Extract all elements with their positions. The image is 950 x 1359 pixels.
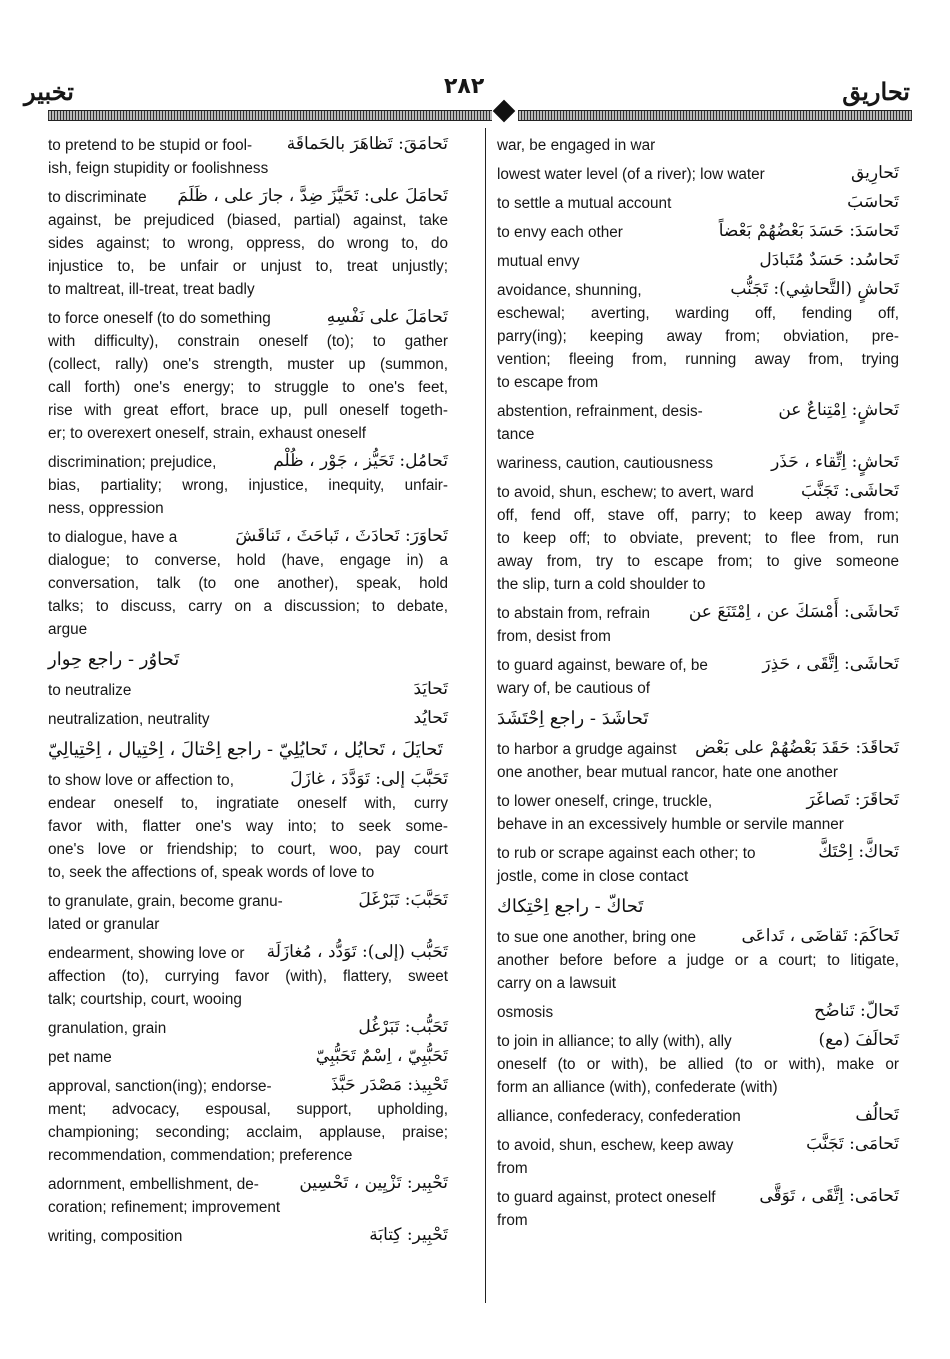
dictionary-entry — [48, 451, 448, 520]
definition-line: er; to overexert oneself, strain, exhaust oneself — [48, 425, 367, 442]
dictionary-entry — [48, 1046, 448, 1069]
arabic-headword: تَحامَى: تَجَنَّبَ — [806, 1134, 899, 1154]
dictionary-entry — [497, 926, 899, 995]
header-rule-right — [518, 110, 912, 121]
definition-line: to maltreat, ill-treat, treat badly — [48, 281, 255, 298]
definition-first-line: to envy each other — [497, 224, 623, 241]
arabic-headword: تَحاشَى: أَمْسَكَ عن ، اِمْتَنَعَ عن — [688, 602, 899, 622]
arabic-headword: تَحاوُر - راجع حِوار — [48, 649, 180, 670]
definition-first-line: to discriminate — [48, 189, 147, 206]
arabic-headword: تَحاشَى: تَجَنَّبَ — [801, 481, 899, 501]
guide-word-right: تحاريق — [842, 80, 910, 106]
header-rule-left — [48, 110, 492, 121]
dictionary-entry — [497, 894, 899, 920]
dictionary-entry — [497, 790, 899, 836]
definition-line: talk; courtship, court, wooing — [48, 991, 242, 1008]
definition-first-line: to neutralize — [48, 682, 132, 699]
dictionary-entry — [48, 186, 448, 301]
definition-first-line: neutralization, neutrality — [48, 711, 210, 728]
definition-line: parry(ing); keeping away from; obviation, pre- — [497, 328, 899, 345]
definition-first-line: osmosis — [497, 1004, 554, 1021]
arabic-headword: تَحاوَرَ: تَحادَثَ ، تَباحَثَ ، تَناقَشَ — [235, 526, 448, 546]
definition-line: off, fend off, stave off, parry; to keep away from; — [497, 507, 899, 524]
arabic-headword: تَحاقَرَ: تَصاغَرَ — [806, 790, 899, 810]
arabic-headword: تَحامَقَ: تَظاهَرَ بالحَماقَة — [286, 134, 448, 154]
definition-first-line: to guard against, beware of, be — [497, 657, 708, 674]
dictionary-entry — [48, 307, 448, 445]
arabic-headword: تَحَبُّب: تَبَرْغُل — [358, 1017, 448, 1037]
dictionary-entry — [497, 706, 899, 732]
definition-line: tance — [497, 426, 535, 443]
definition-line: ish, feign stupidity or foolishness — [48, 160, 269, 177]
definition-line: championing; seconding; acclaim, applause, praise; — [48, 1124, 448, 1141]
arabic-headword: تَحاشَدَ - راجع اِحْتَشَدَ — [497, 708, 649, 729]
definition-first-line: discrimination; prejudice, — [48, 454, 217, 471]
definition-first-line: avoidance, shunning, — [497, 282, 642, 299]
dictionary-entry — [48, 1075, 448, 1167]
dictionary-entry — [48, 708, 448, 731]
definition-first-line: abstention, refrainment, desis- — [497, 403, 703, 420]
definition-line: ment; advocacy, espousal, support, upholding, — [48, 1101, 448, 1118]
arabic-headword: تَحاقَدَ: حَقَدَ بَعْضُهُمْ على بَعْض — [695, 738, 899, 758]
definition-line: rise with great effort, brace up, pull oneself togeth- — [48, 402, 448, 419]
definition-first-line: to dialogue, have a — [48, 529, 178, 546]
definition-line: (collect, rally) one's strength, muster up (summon, — [48, 356, 448, 373]
arabic-headword: تَحامَلَ على نَفْسِهِ — [326, 307, 448, 327]
arabic-headword: تَحْبِير: تَزْيِين ، تَحْسِين — [299, 1173, 448, 1193]
definition-first-line: to avoid, shun, eschew, keep away — [497, 1137, 734, 1154]
definition-first-line: war, be engaged in war — [497, 137, 656, 154]
arabic-headword: تَحاسَبَ — [847, 192, 899, 212]
definition-line: one's love or friendship; to court, woo, pay court — [48, 841, 448, 858]
dictionary-entry — [497, 134, 899, 157]
dictionary-entry — [497, 221, 899, 244]
definition-first-line: to harbor a grudge against — [497, 741, 677, 758]
dictionary-entry — [497, 481, 899, 596]
arabic-headword: تَحاسُد: حَسَدٌ مُتَبادَل — [759, 250, 899, 270]
definition-line: to keep off; to obviate, prevent; to flee from, run — [497, 530, 899, 547]
dictionary-entry — [497, 1186, 899, 1232]
dictionary-entry — [48, 737, 448, 763]
definition-first-line: lowest water level (of a river); low water — [497, 166, 765, 183]
definition-line: away from, try to escape from; to give someone — [497, 553, 899, 570]
definition-first-line: to rub or scrape against each other; to — [497, 845, 756, 862]
definition-line: call forth) one's energy; to struggle to one's feet, — [48, 379, 448, 396]
arabic-headword: تَحاكَمَ: تَقاضَى ، تَداعَى — [741, 926, 899, 946]
definition-line: favor with, flatter one's way into; to seek some- — [48, 818, 448, 835]
definition-line: endear oneself to, ingratiate oneself with, curry — [48, 795, 448, 812]
definition-first-line: to granulate, grain, become granu- — [48, 893, 283, 910]
definition-line: the slip, turn a cold shoulder to — [497, 576, 706, 593]
dictionary-entry — [497, 842, 899, 888]
definition-line: carry on a lawsuit — [497, 975, 617, 992]
definition-line: behave in an excessively humble or servile manner — [497, 816, 844, 833]
arabic-headword: تَحَبَّبَ: تَبَرْغَلَ — [358, 890, 448, 910]
dictionary-entry — [48, 134, 448, 180]
definition-first-line: granulation, grain — [48, 1020, 167, 1037]
definition-line: one another, bear mutual rancor, hate one another — [497, 764, 839, 781]
definition-line: another before before a judge or a court; to litigate, — [497, 952, 899, 969]
definition-first-line: to lower oneself, cringe, truckle, — [497, 793, 713, 810]
page-number: ٢٨٢ — [444, 74, 485, 99]
dictionary-entry — [48, 679, 448, 702]
arabic-headword: تَحَبُّبِيّ ، اِسْمٌ تَحَبُّبِيّ — [315, 1046, 448, 1066]
definition-first-line: wariness, caution, cautiousness — [497, 455, 713, 472]
arabic-headword: تَحاكَّ: اِحْتَكَّ — [818, 842, 899, 862]
definition-first-line: to sue one another, bring one — [497, 929, 697, 946]
arabic-headword: تَحَبُّب (إلى): تَوَدُّد ، مُغازَلَة — [266, 942, 448, 962]
diamond-ornament-icon — [493, 100, 516, 123]
left-column — [48, 134, 448, 1254]
arabic-headword: تَحامَى: اِتَّقَى ، تَوَقَّى — [759, 1186, 899, 1206]
dictionary-entry — [497, 1001, 899, 1024]
definition-first-line: alliance, confederacy, confederation — [497, 1108, 741, 1125]
arabic-headword: تَحْبِير: كِتابَة — [369, 1225, 448, 1245]
dictionary-entry — [497, 654, 899, 700]
dictionary-entry — [48, 1225, 448, 1248]
arabic-headword: تَحامُل: تَحَيُّز ، جَوْر ، ظُلْم — [273, 451, 448, 471]
definition-line: vention; fleeing from, running away from, trying — [497, 351, 899, 368]
definition-first-line: adornment, embellishment, de- — [48, 1176, 259, 1193]
definition-line: sides against; to wrong, oppress, do wrong to, do — [48, 235, 448, 252]
arabic-headword: تَحاشَى: اِتَّقَى ، حَذِرَ — [762, 654, 899, 674]
guide-word-left: تخبير — [24, 80, 74, 106]
definition-first-line: to settle a mutual account — [497, 195, 672, 212]
dictionary-entry — [48, 526, 448, 641]
arabic-headword: تَحالّ: تَناضُح — [814, 1001, 899, 1021]
definition-first-line: to join in alliance; to ally (with), ally — [497, 1033, 732, 1050]
dictionary-entry — [497, 250, 899, 273]
definition-first-line: to show love or affection to, — [48, 772, 234, 789]
arabic-headword: تَحالُف — [855, 1105, 899, 1125]
definition-line: coration; refinement; improvement — [48, 1199, 281, 1216]
definition-line: wary of, be cautious of — [497, 680, 651, 697]
definition-line: lated or granular — [48, 916, 160, 933]
dictionary-entry — [48, 647, 448, 673]
dictionary-entry — [497, 1030, 899, 1099]
dictionary-entry — [497, 192, 899, 215]
arabic-headword: تَحايُد — [413, 708, 448, 728]
arabic-headword: تَحايَلَ ، تَحايُل ، تَحايُلِيّ - راجع اِحْتالَ ، اِحْتِيال ، اِحْتِيالِيّ — [48, 739, 443, 760]
arabic-headword: تَحاشٍ: اِتِّقاء ، حَذَر — [771, 452, 899, 472]
definition-line: to escape from — [497, 374, 599, 391]
dictionary-entry — [497, 1134, 899, 1180]
column-divider — [485, 128, 486, 1303]
definition-line: from — [497, 1160, 528, 1177]
definition-line: talks; to discuss, carry on a discussion; to debate, — [48, 598, 448, 615]
definition-line: to, seek the affections of, speak words of love to — [48, 864, 375, 881]
definition-first-line: pet name — [48, 1049, 112, 1066]
definition-first-line: to pretend to be stupid or fool- — [48, 137, 253, 154]
dictionary-entry — [48, 890, 448, 936]
definition-line: ness, oppression — [48, 500, 164, 517]
arabic-headword: تَحاسَدَ: حَسَدَ بَعْضُهُمْ بَعْضاً — [718, 221, 899, 241]
dictionary-entry — [48, 1017, 448, 1040]
definition-line: injustice to, be unfair or unjust to, treat unjustly; — [48, 258, 448, 275]
arabic-headword: تَحارِيق — [850, 163, 899, 183]
definition-first-line: to avoid, shun, eschew; to avert, ward — [497, 484, 754, 501]
definition-line: against, be prejudiced (biased, partial) against, take — [48, 212, 448, 229]
arabic-headword: تَحالَفَ (مع) — [818, 1030, 899, 1050]
dictionary-entry — [497, 738, 899, 784]
arabic-headword: تَحاشٍ: اِمْتِناعٌ عن — [778, 400, 899, 420]
dictionary-entry — [497, 279, 899, 394]
dictionary-entry — [48, 769, 448, 884]
dictionary-entry — [497, 452, 899, 475]
definition-line: oneself (to or with), be allied (to or with), make or — [497, 1056, 899, 1073]
definition-first-line: endearment, showing love or — [48, 945, 245, 962]
dictionary-entry — [48, 942, 448, 1011]
definition-line: recommendation, commendation; preference — [48, 1147, 353, 1164]
definition-first-line: to guard against, protect oneself — [497, 1189, 716, 1206]
definition-line: argue — [48, 621, 88, 638]
definition-line: dialogue; to converse, hold (have, engage in) a — [48, 552, 448, 569]
definition-line: eschewal; averting, warding off, fending off, — [497, 305, 899, 322]
definition-line: bias, partiality; wrong, injustice, inequity, unfair- — [48, 477, 448, 494]
arabic-headword: تَحايَدَ — [413, 679, 448, 699]
definition-first-line: to force oneself (to do something — [48, 310, 271, 327]
definition-first-line: to abstain from, refrain — [497, 605, 651, 622]
dictionary-entry — [497, 1105, 899, 1128]
definition-first-line: writing, composition — [48, 1228, 183, 1245]
arabic-headword: تَحامَلَ على: تَحَيَّزَ ضِدَّ ، جارَ على ، ظَلَمَ — [177, 186, 448, 206]
definition-line: conversation, talk (to one another), speak, hold — [48, 575, 448, 592]
arabic-headword: تَحَبَّبَ إلى: تَوَدَّدَ ، غازَلَ — [290, 769, 448, 789]
definition-line: from, desist from — [497, 628, 611, 645]
definition-line: jostle, come in close contact — [497, 868, 689, 885]
definition-first-line: mutual envy — [497, 253, 580, 270]
definition-line: form an alliance (with), confederate (with) — [497, 1079, 778, 1096]
dictionary-entry — [497, 163, 899, 186]
dictionary-entry — [497, 400, 899, 446]
definition-first-line: approval, sanction(ing); endorse- — [48, 1078, 272, 1095]
arabic-headword: تَحاكّ - راجع اِحْتِكاك — [497, 896, 644, 917]
definition-line: from — [497, 1212, 528, 1229]
arabic-headword: تَحْبِيذ: مَصْدَر حَبَّذَ — [331, 1075, 448, 1095]
definition-line: affection (to), currying favor (with), flattery, sweet — [48, 968, 448, 985]
definition-line: with difficulty), constrain oneself (to); to gather — [48, 333, 448, 350]
dictionary-entry — [48, 1173, 448, 1219]
arabic-headword: تَحاشٍ (التَّحاشِي): تَجَنُّب — [730, 279, 899, 299]
right-column — [497, 134, 899, 1238]
dictionary-entry — [497, 602, 899, 648]
